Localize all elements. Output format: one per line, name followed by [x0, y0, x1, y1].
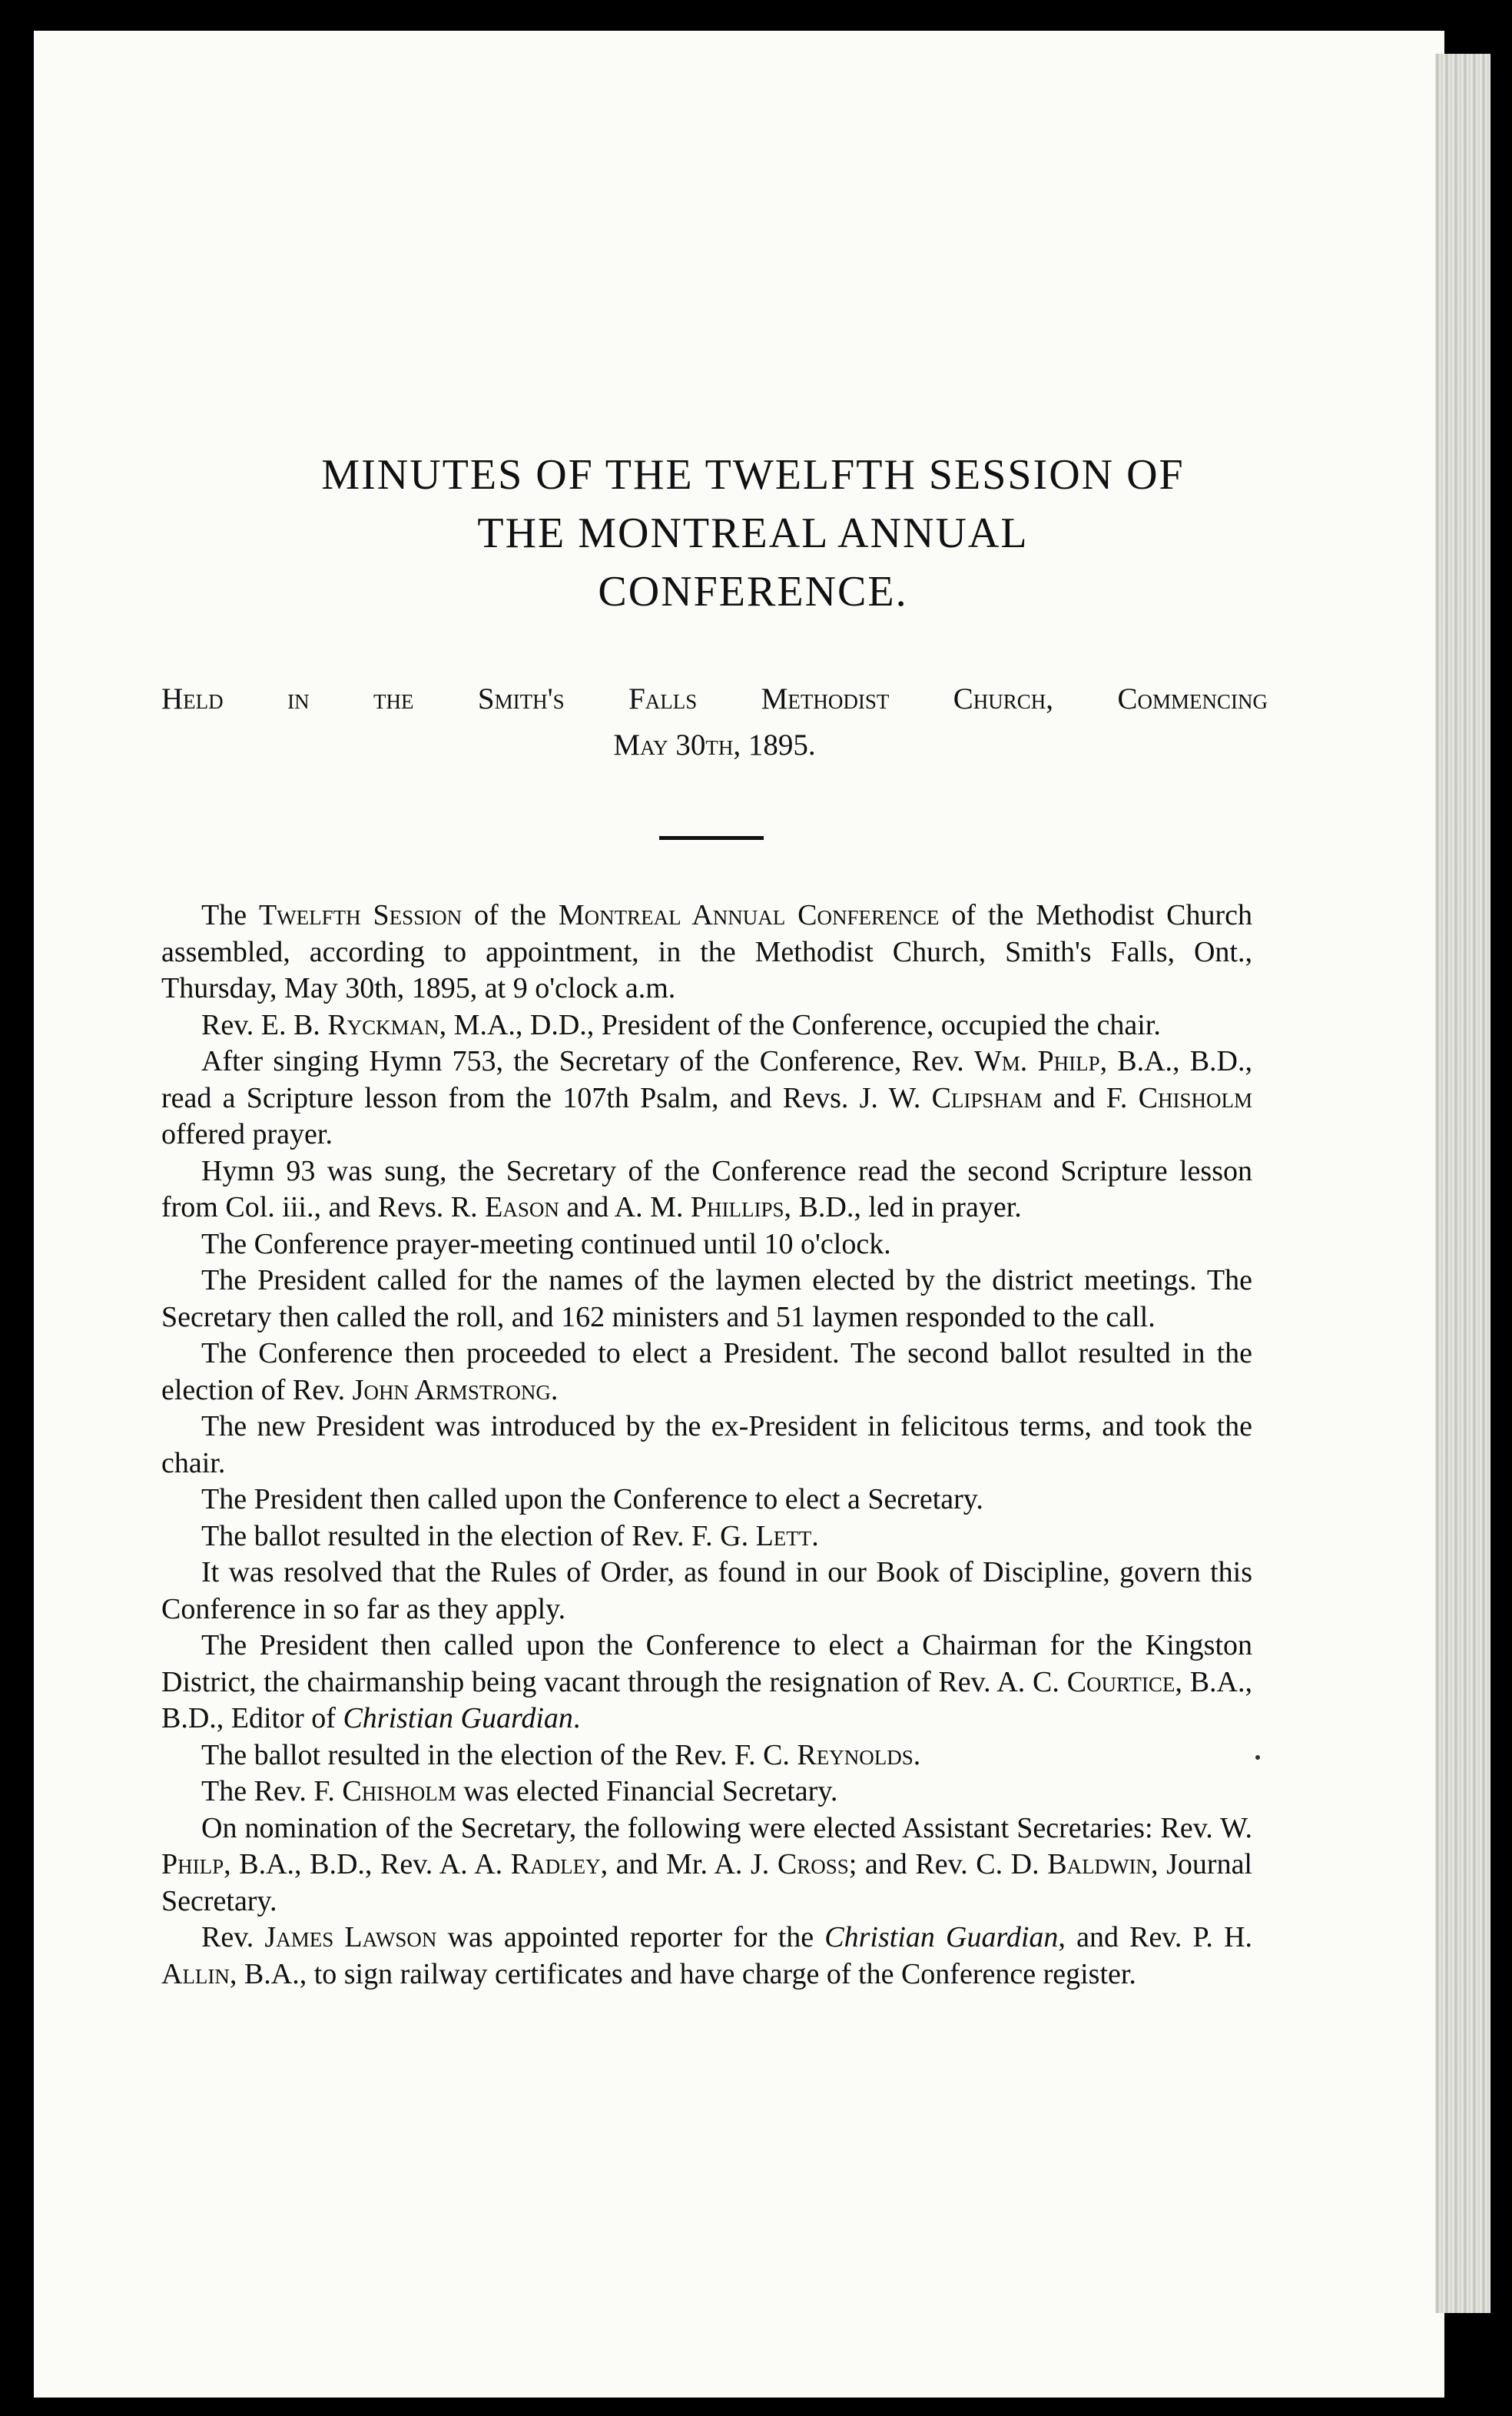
subtitle-word: the — [373, 682, 414, 715]
paragraph: Rev. E. B. Ryckman, M.A., D.D., President of the Conference, occupied the chair. — [201, 1008, 1161, 1041]
subtitle — [161, 676, 1268, 768]
section-divider — [659, 836, 764, 840]
subtitle-word: Falls — [628, 682, 698, 715]
title-line-2: THE MONTREAL ANNUAL — [477, 509, 1029, 557]
paragraph: The ballot resulted in the election of the Rev. F. C. Reynolds. — [201, 1738, 921, 1771]
margin-mark — [1255, 1755, 1260, 1760]
subtitle-line-1 — [161, 676, 1268, 722]
paragraph: Hymn 93 was sung, the Secretary of the Conference read the second Scripture lesson from Col. iii., and Revs. R. Eason and A. M. Phillips, B.D., led in prayer. — [161, 1154, 1252, 1223]
paragraph: The ballot resulted in the election of Rev. F. G. Lett. — [201, 1519, 819, 1552]
subtitle-word: Methodist — [761, 682, 890, 715]
paragraph: The President then called upon the Conference to elect a Secretary. — [201, 1483, 983, 1515]
paragraph: On nomination of the Secretary, the following were elected Assistant Secretaries: Rev. W. Philp, B.A., B.D., Rev. A. A. Radley, and Mr. A. J. Cross; and Rev. C. D. Baldwin, Journal Secretary. — [161, 1811, 1252, 1917]
page-title — [123, 446, 1383, 621]
subtitle-word: Held — [161, 682, 224, 715]
paragraph: It was resolved that the Rules of Order, as found in our Book of Discipline, govern this Conference in so far as they apply. — [161, 1556, 1252, 1625]
paragraph: The Conference then proceeded to elect a President. The second ballot resulted in the election of Rev. John Armstrong. — [161, 1337, 1252, 1406]
subtitle-date: May 30th, 1895. — [613, 728, 816, 762]
subtitle-word: Church, — [953, 682, 1054, 715]
minutes-body — [161, 898, 1252, 1993]
title-line-3: CONFERENCE. — [598, 568, 908, 616]
subtitle-word: Smith's — [477, 682, 565, 715]
subtitle-word: in — [287, 682, 310, 715]
paragraph: The President called for the names of the laymen elected by the district meetings. The Secretary then called the roll, and 162 ministers and 51 laymen responded to the call. — [161, 1264, 1252, 1333]
paragraph: The new President was introduced by the ex-President in felicitous terms, and took the chair. — [161, 1410, 1252, 1479]
page-edges — [1435, 54, 1490, 2313]
paragraph: The Rev. F. Chisholm was elected Financial Secretary. — [201, 1775, 838, 1807]
title-line-1: MINUTES OF THE TWELFTH SESSION OF — [321, 451, 1185, 499]
paragraph: The Twelfth Session of the Montreal Annual Conference of the Methodist Church assembled, according to appointment, in the Methodist Church, Smith's Falls, Ont., Thursday, May 30th, 1895, at 9 o'clock a.m. — [161, 899, 1253, 1004]
paragraph: Rev. James Lawson was appointed reporter for the Christian Guardian, and Rev. P. H. Allin, B.A., to sign railway certificates and have charge of the Conference register. — [161, 1921, 1253, 1990]
paragraph: After singing Hymn 753, the Secretary of the Conference, Rev. Wm. Philp, B.A., B.D., read a Scripture lesson from the 107th Psalm, and Revs. J. W. Clipsham and F. Chisholm offered prayer. — [161, 1045, 1253, 1150]
paragraph: The Conference prayer-meeting continued until 10 o'clock. — [201, 1227, 891, 1260]
subtitle-word: Commencing — [1117, 682, 1268, 715]
paragraph: The President then called upon the Conference to elect a Chairman for the Kingston District, the chairmanship being vacant through the resignation of Rev. A. C. Courtice, B.A., B.D., Editor of Christian Guardian. — [161, 1629, 1252, 1734]
